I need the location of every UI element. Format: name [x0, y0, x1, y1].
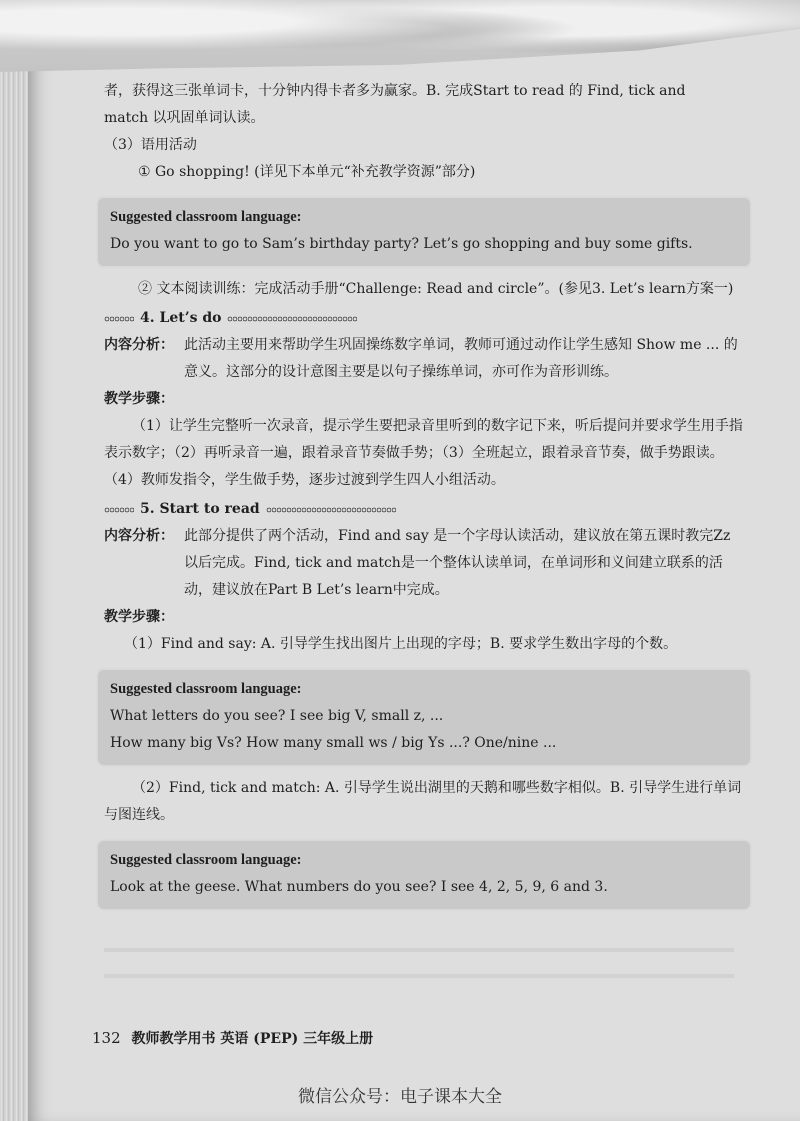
- wavy-rule: [104, 316, 134, 322]
- classroom-language-box: [98, 841, 750, 909]
- steps-text: （2）Find, tick and match: A. 引导学生说出湖里的天鹅和哪些数字相似。B. 引导学生进行单词与图连线。: [104, 780, 742, 823]
- book-page-edges: [0, 40, 28, 1121]
- page-footer: [92, 1028, 373, 1048]
- text-line: ② 文本阅读训练：完成活动手册“Challenge: Read and circle”。(参见3. Let’s learn方案一): [138, 281, 734, 297]
- book-title: 教师教学用书 英语 (PEP) 三年级上册: [131, 1031, 374, 1047]
- steps-label: 教学步骤：: [104, 609, 174, 625]
- text-line: ① Go shopping! (详见下本单元“补充教学资源”部分): [138, 164, 476, 180]
- wavy-rule: [104, 507, 134, 513]
- wavy-rule: [266, 507, 396, 513]
- subheading-activity: （3）语用活动: [104, 137, 197, 153]
- analysis-label: 内容分析：: [104, 337, 174, 353]
- box-title: Suggested classroom language:: [110, 681, 302, 697]
- classroom-language-box: [98, 198, 750, 266]
- box-line: Look at the geese. What numbers do you see? I see 4, 2, 5, 9, 6 and 3.: [110, 879, 608, 895]
- section-title: 5. Start to read: [140, 501, 260, 517]
- box-title: Suggested classroom language:: [110, 209, 302, 225]
- box-line: Do you want to go to Sam’s birthday party? Let’s go shopping and buy some gifts.: [110, 236, 693, 252]
- analysis-text: 此活动主要用来帮助学生巩固操练数字单词，教师可通过动作让学生感知 Show me ... 的意义。这部分的设计意图主要是以句子操练单词，亦可作为音形训练。: [184, 337, 738, 380]
- section-heading-start-to-read: [104, 496, 744, 523]
- wavy-rule: [227, 316, 357, 322]
- steps-label: 教学步骤：: [104, 391, 174, 407]
- watermark-text: 微信公众号：电子课本大全: [298, 1087, 502, 1107]
- analysis-text: 此部分提供了两个活动，Find and say 是一个字母认读活动，建议放在第五课时教完Zz以后完成。Find, tick and match是一个整体认读单词，在单词形和义间建立联系的活动，建议放在Part B Let’s learn中完成。: [184, 528, 731, 598]
- page-number: 132: [92, 1029, 121, 1047]
- faint-bleed-through-text: [104, 930, 734, 1000]
- content-analysis: [104, 332, 744, 386]
- box-line: What letters do you see? I see big V, small z, ...: [110, 708, 444, 724]
- page-content: [104, 78, 744, 919]
- analysis-label: 内容分析：: [104, 528, 174, 544]
- content-analysis: [104, 523, 744, 604]
- steps-text: （1）Find and say: A. 引导学生找出图片上出现的字母；B. 要求学生数出字母的个数。: [124, 636, 678, 652]
- section-heading-lets-do: [104, 305, 744, 332]
- box-line: How many big Vs? How many small ws / big Ys ...? One/nine ...: [110, 735, 557, 751]
- classroom-language-box: [98, 670, 750, 765]
- text-line: 者，获得这三张单词卡，十分钟内得卡者多为赢家。B. 完成Start to read 的 Find, tick and: [104, 83, 686, 99]
- text-line: match 以巩固单词认读。: [104, 110, 265, 126]
- steps-text: （1）让学生完整听一次录音，提示学生要把录音里听到的数字记下来，听后提问并要求学生用手指表示数字；（2）再听录音一遍，跟着录音节奏做手势；（3）全班起立，跟着录音节奏，做手势跟读。（4）教师发指令，学生做手势，逐步过渡到学生四人小组活动。: [104, 418, 743, 488]
- box-title: Suggested classroom language:: [110, 852, 302, 868]
- section-title: 4. Let’s do: [140, 310, 222, 326]
